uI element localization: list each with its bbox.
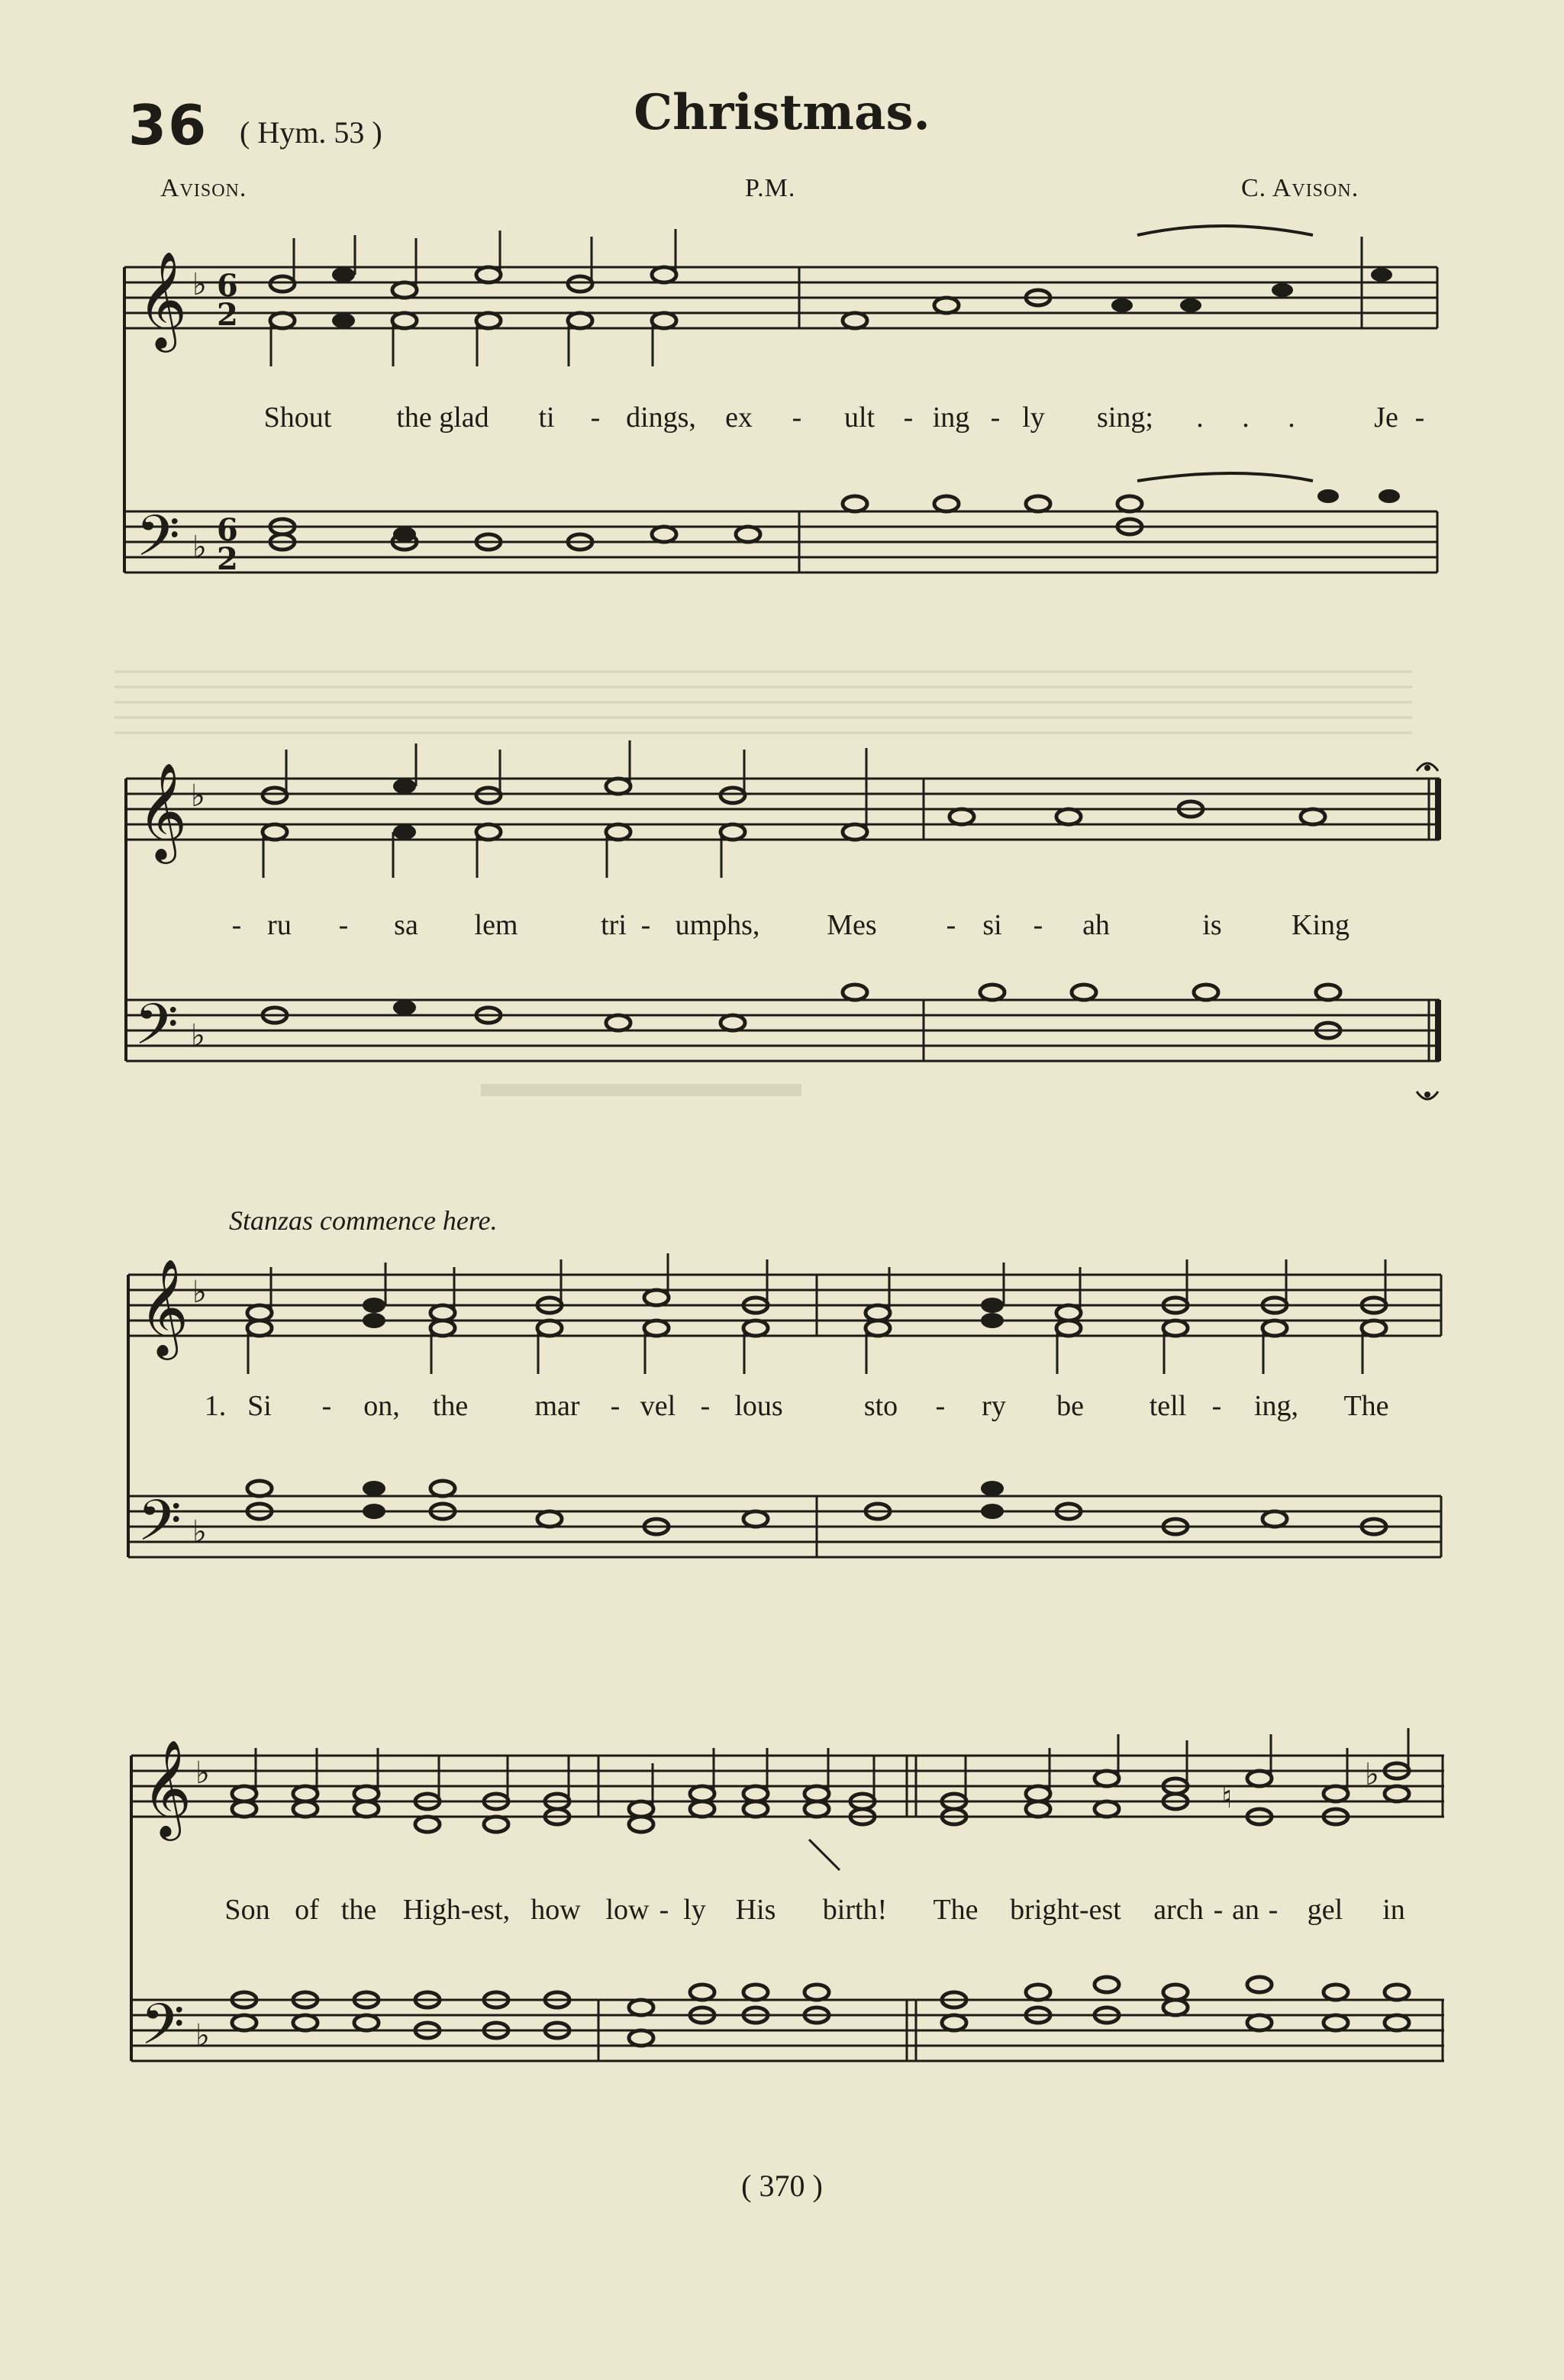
lyric-syllable: gel — [1307, 1894, 1343, 1926]
lyric-syllable: Si — [247, 1390, 272, 1422]
lyric-syllable: - — [946, 909, 956, 941]
lyric-syllable: ult — [843, 402, 876, 434]
lyric-syllable: how — [530, 1894, 581, 1926]
svg-text:♭: ♭ — [192, 1275, 207, 1310]
lyric-syllable: tri — [601, 909, 627, 941]
lyric-syllable: is — [1202, 909, 1222, 941]
svg-text:2: 2 — [217, 541, 238, 577]
lyric-syllable: lous — [734, 1390, 783, 1422]
lyric-syllable: ing, — [1253, 1390, 1299, 1422]
lyric-syllable: sa — [394, 909, 418, 941]
lyric-syllable: vel — [640, 1390, 676, 1422]
lyric-syllable: umphs, — [675, 909, 760, 941]
lyric-syllable: in — [1382, 1894, 1405, 1926]
lyric-syllable: sing; — [1097, 402, 1153, 434]
lyric-syllable: - — [1211, 1390, 1222, 1422]
lyric-syllable: dings, — [626, 402, 696, 434]
page-number: ( 370 ) — [741, 2169, 823, 2203]
lyric-syllable: - — [903, 402, 914, 434]
lyric-syllable: ly — [683, 1894, 706, 1926]
lyric-syllable: King — [1292, 909, 1350, 941]
svg-text:6: 6 — [217, 512, 238, 548]
music-system-4 — [0, 1725, 1564, 2091]
svg-text:♭: ♭ — [191, 1018, 205, 1053]
lyric-syllable: - — [1268, 1894, 1279, 1926]
svg-text:♭: ♭ — [1365, 1757, 1379, 1792]
lyric-syllable: 1. — [204, 1390, 227, 1422]
lyric-syllable: . — [1242, 402, 1250, 434]
svg-text:2: 2 — [217, 297, 238, 333]
svg-text:♭: ♭ — [192, 267, 207, 302]
lyric-syllable: - — [590, 402, 601, 434]
lyric-syllable: - — [1213, 1894, 1224, 1926]
lyric-syllable: - — [338, 909, 349, 941]
svg-text:𝄢: 𝄢 — [134, 992, 179, 1072]
svg-text:♭: ♭ — [192, 530, 207, 565]
lyric-syllable: mar — [534, 1390, 580, 1422]
composer-left: Avison. — [160, 174, 247, 202]
svg-text:♭: ♭ — [195, 2018, 210, 2053]
lyric-syllable: The — [933, 1894, 979, 1926]
composer-right: C. Avison. — [1241, 174, 1359, 202]
lyric-syllable: The — [1343, 1390, 1389, 1422]
lyric-syllable: ti — [538, 402, 555, 434]
lyric-syllable: be — [1056, 1390, 1084, 1422]
lyric-syllable: Son — [224, 1894, 270, 1926]
lyric-syllable: Shout — [263, 402, 332, 434]
svg-text:♮: ♮ — [1221, 1780, 1233, 1815]
svg-text:𝄞: 𝄞 — [137, 762, 188, 859]
lyric-syllable: of — [295, 1894, 319, 1926]
music-system-3 — [0, 1244, 1564, 1588]
svg-text:𝄢: 𝄢 — [137, 1488, 182, 1568]
lyric-syllable: - — [640, 909, 651, 941]
lyric-syllable: - — [659, 1894, 669, 1926]
lyric-syllable: ah — [1082, 909, 1110, 941]
music-system-2 — [0, 733, 1564, 1114]
lyric-syllable: tell — [1149, 1390, 1187, 1422]
lyric-syllable: - — [231, 909, 242, 941]
lyric-syllable: lem — [474, 909, 518, 941]
lyric-syllable: . — [1288, 402, 1295, 434]
lyric-syllable: si — [982, 909, 1002, 941]
lyric-syllable: sto — [863, 1390, 898, 1422]
lyric-syllable: Mes — [827, 909, 877, 941]
lyrics-line-3 — [0, 1389, 1564, 1427]
lyric-syllable: ry — [982, 1390, 1006, 1422]
lyric-syllable: on, — [363, 1390, 400, 1422]
lyric-syllable: Je — [1374, 402, 1398, 434]
hymn-number: 36 — [128, 93, 208, 157]
hymn-title: Christmas. — [634, 84, 930, 141]
svg-text:𝄞: 𝄞 — [139, 1258, 189, 1356]
lyric-syllable: birth! — [822, 1894, 888, 1926]
lyric-syllable: ex — [725, 402, 753, 434]
lyrics-line-2 — [0, 908, 1564, 947]
lyrics-line-1 — [0, 401, 1564, 439]
lyric-syllable: the — [340, 1894, 377, 1926]
lyric-syllable: bright-est — [1010, 1894, 1121, 1926]
stanza-note: Stanzas commence here. — [229, 1205, 498, 1236]
lyric-syllable: arch — [1153, 1894, 1204, 1926]
lyric-syllable: the — [432, 1390, 469, 1422]
meter: P.M. — [745, 174, 796, 202]
lyric-syllable: - — [990, 402, 1001, 434]
lyrics-line-4 — [0, 1893, 1564, 1931]
lyric-syllable: - — [700, 1390, 711, 1422]
lyric-syllable: - — [935, 1390, 946, 1422]
lyric-syllable: ly — [1022, 402, 1045, 434]
lyric-syllable: an — [1232, 1894, 1259, 1926]
svg-text:𝄞: 𝄞 — [142, 1739, 192, 1837]
lyric-syllable: . — [1196, 402, 1204, 434]
lyric-syllable: ing — [932, 402, 970, 434]
svg-text:𝄞: 𝄞 — [137, 250, 188, 348]
hymn-reference: ( Hym. 53 ) — [240, 115, 382, 150]
music-system-1 — [0, 214, 1564, 626]
svg-text:♭: ♭ — [191, 779, 205, 814]
svg-text:6: 6 — [217, 268, 238, 304]
svg-text:♭: ♭ — [192, 1514, 207, 1550]
lyric-syllable: - — [1414, 402, 1425, 434]
lyric-syllable: low — [605, 1894, 650, 1926]
lyric-syllable: - — [610, 1390, 621, 1422]
svg-text:♭: ♭ — [195, 1756, 210, 1791]
lyric-syllable: High-est, — [402, 1894, 511, 1926]
lyric-syllable: ru — [267, 909, 292, 941]
lyric-syllable: - — [1033, 909, 1043, 941]
lyric-syllable: His — [735, 1894, 776, 1926]
lyric-syllable: the glad — [396, 402, 489, 434]
svg-text:𝄢: 𝄢 — [136, 503, 180, 583]
svg-text:𝄢: 𝄢 — [140, 1991, 185, 2072]
lyric-syllable: - — [792, 402, 802, 434]
lyric-syllable: - — [321, 1390, 332, 1422]
